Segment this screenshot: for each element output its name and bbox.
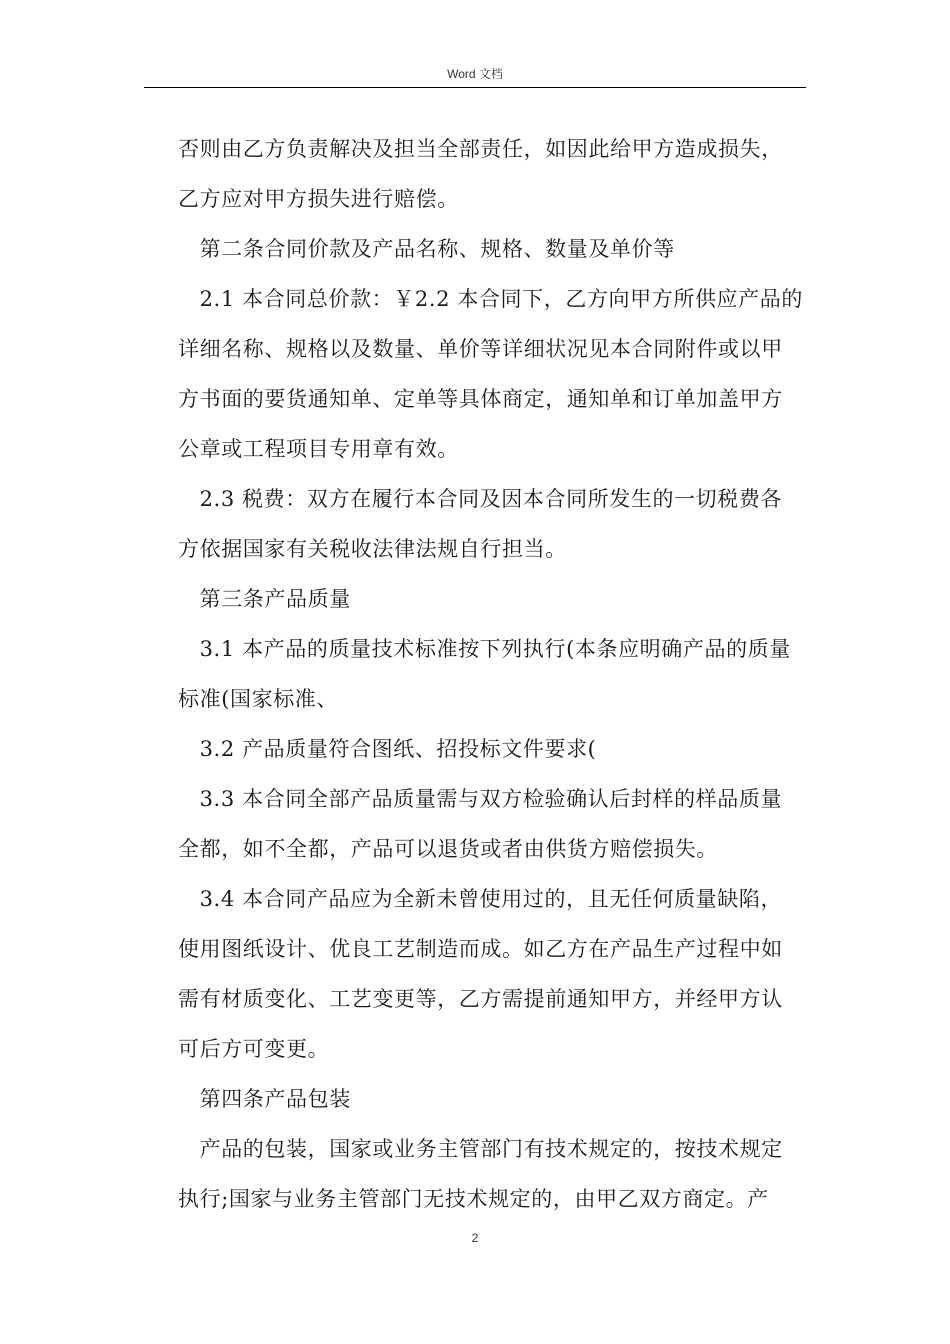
- body-line: 2.1 本合同总价款：￥2.2 本合同下，乙方向甲方所供应产品的: [178, 287, 803, 311]
- body-line: 3.3 本合同全部产品质量需与双方检验确认后封样的样品质量: [178, 787, 783, 811]
- body-line: 全都，如不全都，产品可以退货或者由供货方赔偿损失。: [178, 837, 718, 861]
- body-line: 否则由乙方负责解决及担当全部责任，如因此给甲方造成损失，: [178, 137, 783, 161]
- section-heading: 第三条产品质量: [178, 587, 351, 611]
- section-heading: 第四条产品包装: [178, 1087, 351, 1111]
- body-line: 产品的包装，国家或业务主管部门有技术规定的，按技术规定: [178, 1137, 783, 1161]
- section-heading: 第二条合同价款及产品名称、规格、数量及单价等: [178, 237, 675, 261]
- page-header: Word 文档: [447, 67, 503, 81]
- body-line: 使用图纸设计、优良工艺制造而成。如乙方在产品生产过程中如: [178, 937, 783, 961]
- body-line: 标准(国家标准、: [178, 687, 338, 711]
- body-line: 2.3 税费：双方在履行本合同及因本合同所发生的一切税费各: [178, 487, 783, 511]
- body-line: 乙方应对甲方损失进行赔偿。: [178, 187, 459, 211]
- document-body: [178, 124, 808, 1224]
- body-line: 3.1 本产品的质量技术标准按下列执行(本条应明确产品的质量: [178, 637, 791, 661]
- body-line: 方书面的要货通知单、定单等具体商定，通知单和订单加盖甲方: [178, 387, 783, 411]
- body-line: 可后方可变更。: [178, 1037, 330, 1061]
- body-line: 3.2 产品质量符合图纸、招投标文件要求(: [178, 737, 597, 761]
- body-line: 需有材质变化、工艺变更等，乙方需提前通知甲方，并经甲方认: [178, 987, 783, 1011]
- header-divider: [144, 87, 806, 88]
- body-line: 方依据国家有关税收法律法规自行担当。: [178, 537, 567, 561]
- body-line: 执行;国家与业务主管部门无技术规定的，由甲乙双方商定。产: [178, 1187, 769, 1211]
- body-line: 公章或工程项目专用章有效。: [178, 437, 459, 461]
- page-number: 2: [471, 1231, 479, 1245]
- body-line: 详细名称、规格以及数量、单价等详细状况见本合同附件或以甲: [178, 337, 783, 361]
- body-line: 3.4 本合同产品应为全新未曾使用过的，且无任何质量缺陷，: [178, 887, 783, 911]
